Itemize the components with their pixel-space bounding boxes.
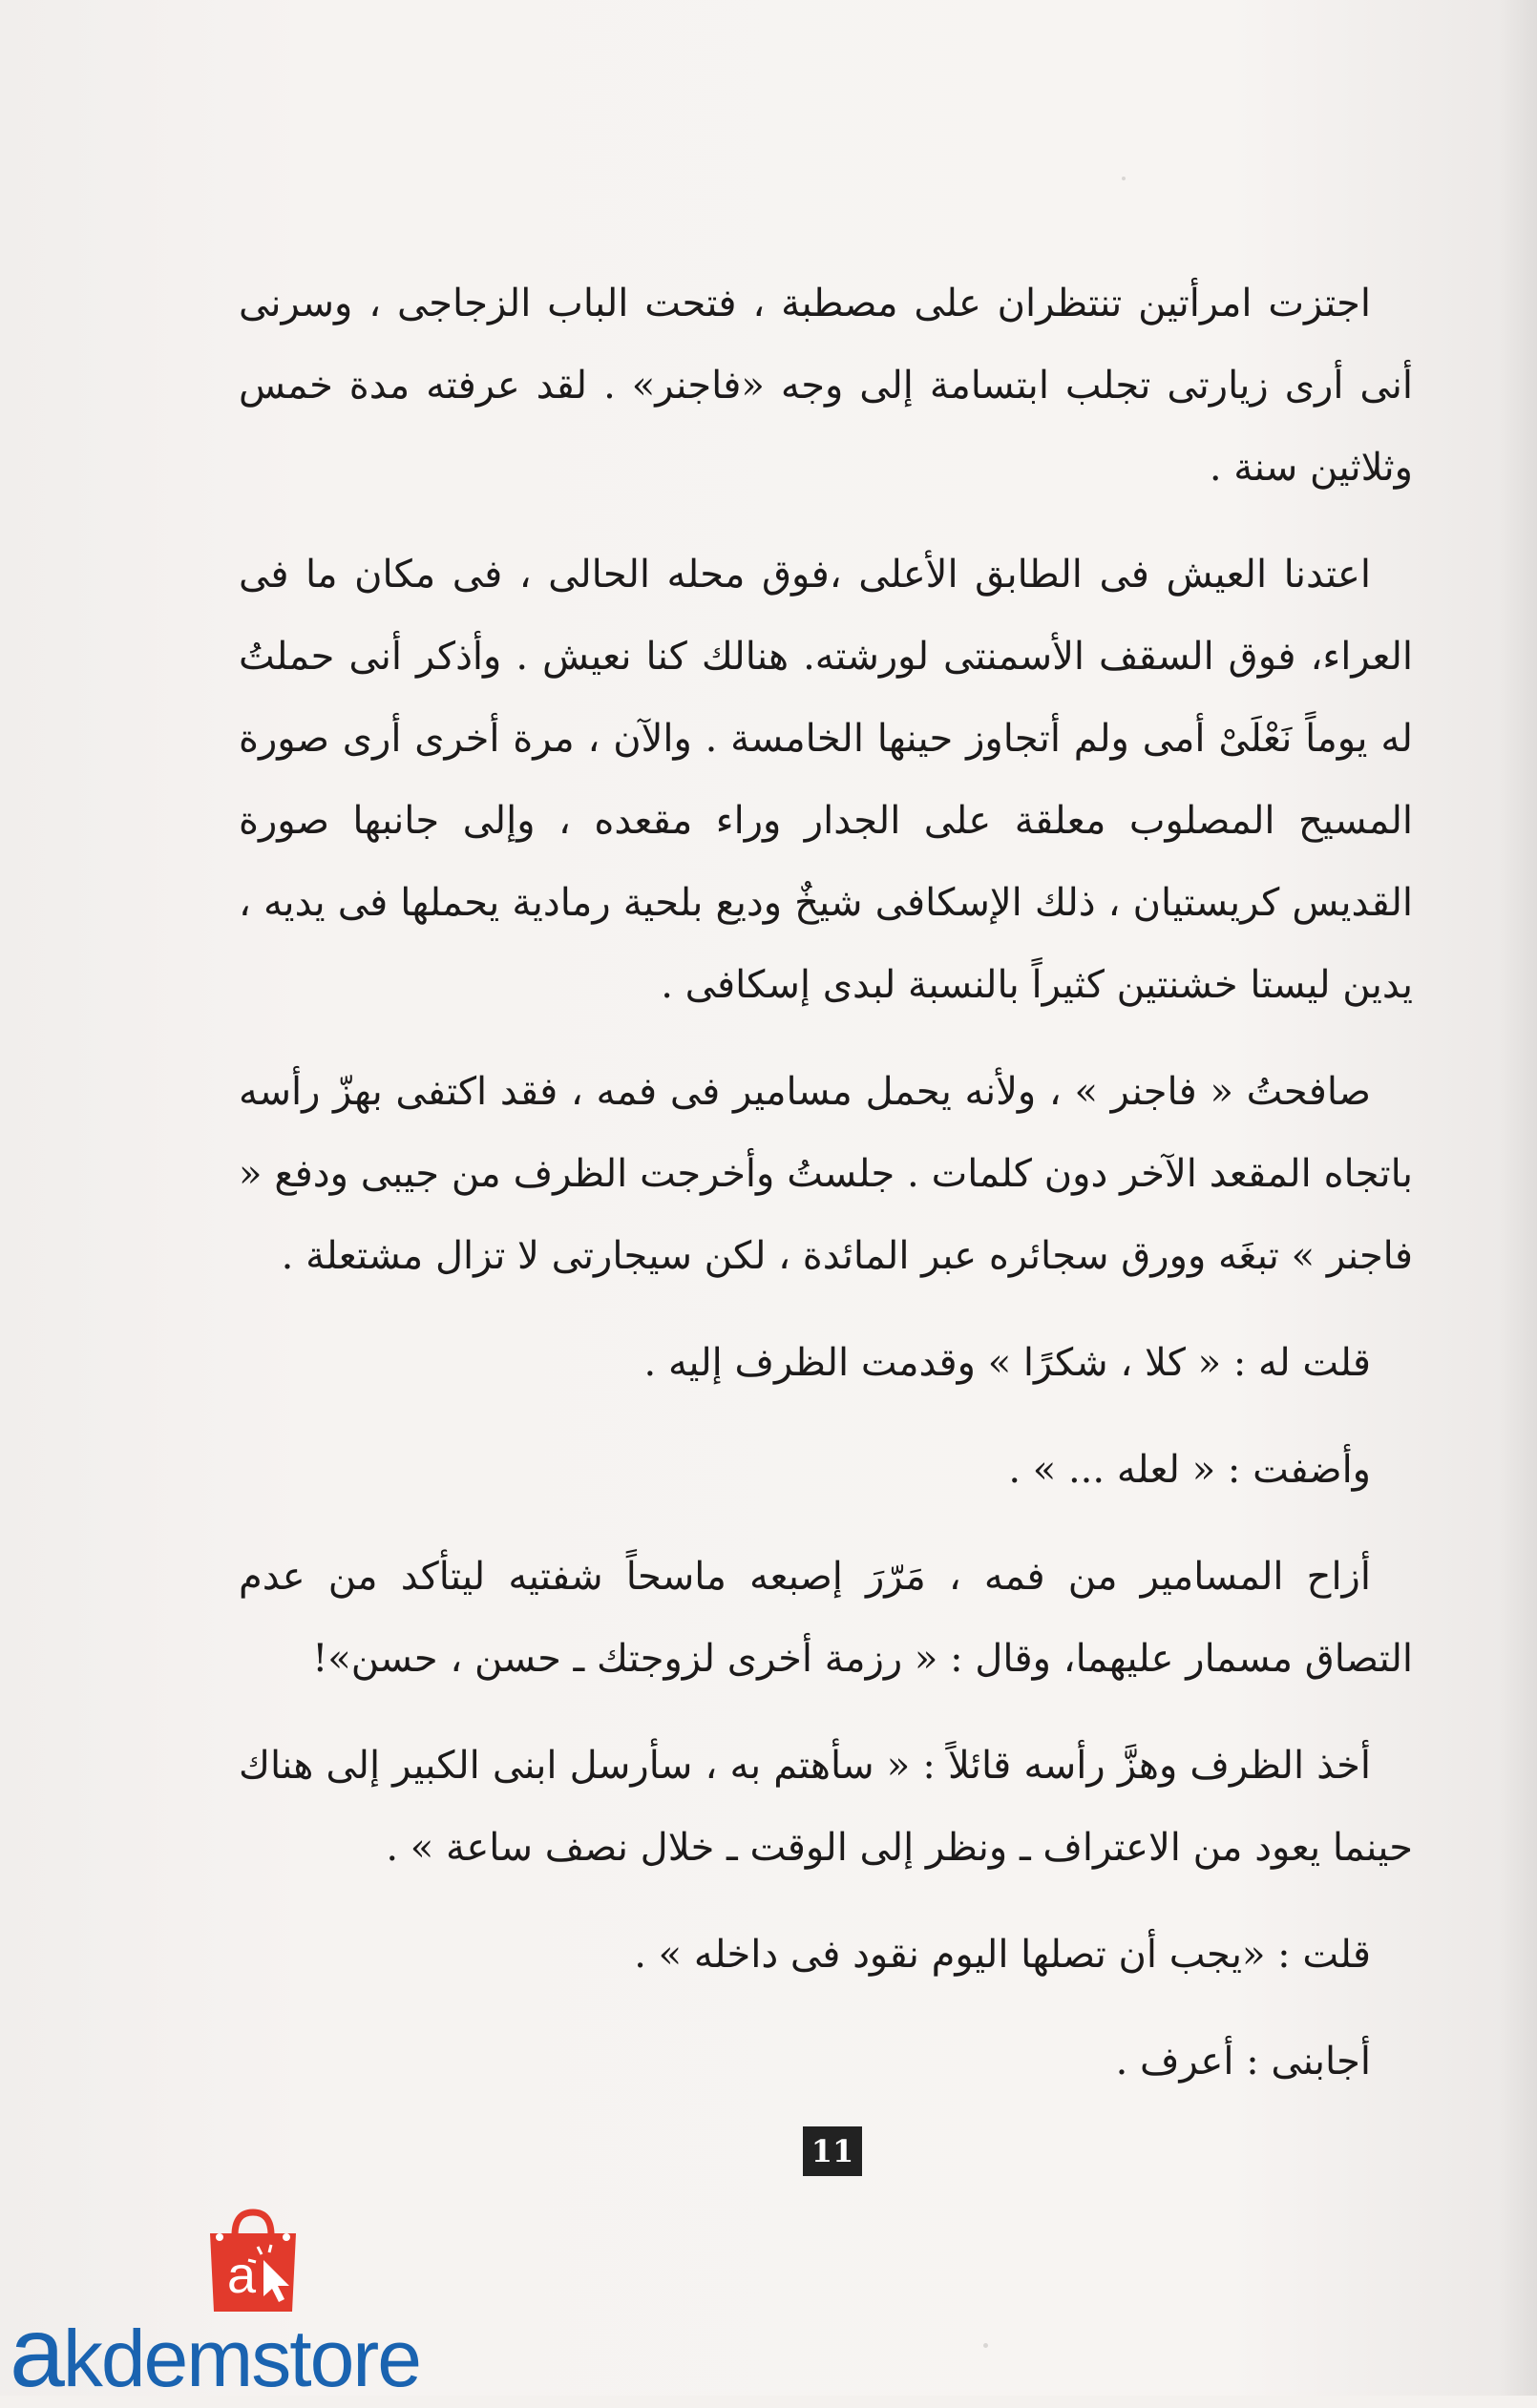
store-logo [10, 2190, 525, 2408]
paragraph-8: قلت : «يجب أن تصلها اليوم نقود فى داخله » . [634, 1933, 1371, 1977]
page-body [239, 262, 1413, 2127]
paragraph-1: اجتزت امرأتين تنتظران على مصطبة ، فتحت الباب الزجاجى ، وسرنى أنى أرى زيارتى تجلب ابتسامة إلى وجه «فاجنر» . لقد عرفته مدة خمس وثلاثين سنة . [239, 282, 1413, 490]
paragraph-7: أخذ الظرف وهزَّ رأسه قائلاً : « سأهتم به ، سأرسل ابنى الكبير إلى هناك حينما يعود من الاعتراف ـ ونظر إلى الوقت ـ خلال نصف ساعة » . [239, 1744, 1413, 1870]
page-edge-shadow [1499, 0, 1537, 2396]
scan-speck [1122, 177, 1126, 180]
paragraph-2: اعتدنا العيش فى الطابق الأعلى ،فوق محله الحالى ، فى مكان ما فى العراء، فوق السقف الأسمنتى لورشته. هنالك كنا نعيش . وأذكر أنى حملتُ له يوماً نَعْلَىْ أمى ولم أتجاوز حينها الخامسة . والآن ، مرة أخرى أرى صورة المسيح المصلوب معلقة على الجدار وراء مقعده ، وإلى جانبها صورة القديس كريستيان ، ذلك الإسكافى شيخٌ وديع بلحية رمادية يحملها فى يديه ، يدين ليستا خشنتين كثيراً بالنسبة لبدى إسكافى . [239, 553, 1413, 1007]
paragraph-9: أجابنى : أعرف . [1115, 2040, 1371, 2083]
page-number: 11 [803, 2126, 862, 2176]
store-name-rest: kdemstore [62, 2314, 420, 2403]
bag-letter: a [226, 2247, 257, 2304]
store-name [10, 2297, 420, 2408]
paragraph-3: صافحتُ « فاجنر » ، ولأنه يحمل مسامير فى فمه ، فقد اكتفى بهزّ رأسه باتجاه المقعد الآخر دون كلمات . جلستُ وأخرجت الظرف من جيبى ودفع « فاجنر » تبغَه وورق سجائره عبر المائدة ، لكن سيجارتى لا تزال مشتعلة . [239, 1070, 1413, 1278]
paragraph-6: أزاح المسامير من فمه ، مَرّرَ إصبعه ماسحاً شفتيه ليتأكد من عدم التصاق مسمار عليهما، وقال : « رزمة أخرى لزوجتك ـ حسن ، حسن»! [239, 1555, 1413, 1681]
scan-speck [983, 2343, 988, 2348]
paragraph-4: قلت له : « كلا ، شكرًا » وقدمت الظرف إليه . [643, 1341, 1371, 1385]
paragraph-5: وأضفت : « لعله ... » . [1008, 1448, 1371, 1492]
store-name-initial: a [10, 2297, 63, 2408]
shopping-bag-icon [200, 2205, 305, 2314]
